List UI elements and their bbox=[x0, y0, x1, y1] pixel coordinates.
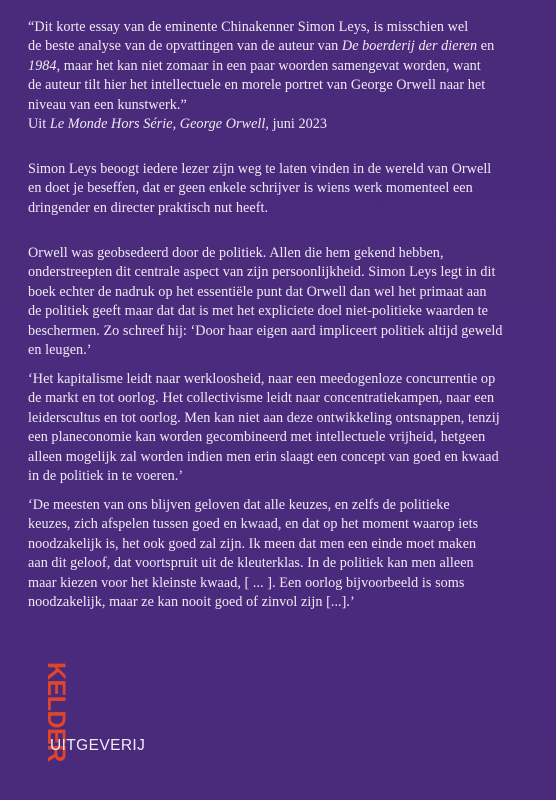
text-line: een planeconomie kan worden gecombineerd met intellectuele vrijheid, hetgeen bbox=[28, 429, 486, 446]
text-line: boek echter de nadruk op het essentiële punt dat Orwell dan wel het primaat aan bbox=[28, 283, 487, 300]
quote-line: niveau van een kunstwerk.” bbox=[28, 96, 187, 113]
body-paragraph-2 bbox=[28, 370, 533, 486]
text-line: de politiek geeft maar dat dat is met het expliciete doel niet-politieke waarden te bbox=[28, 303, 488, 320]
review-quote bbox=[28, 18, 533, 134]
body-paragraph-1 bbox=[28, 244, 533, 360]
text-line: beschermen. Zo schreef hij: ‘Door haar eigen aard impliceert politiek altijd geweld bbox=[28, 322, 503, 339]
text-line: dringender en directer praktisch nut heeft. bbox=[28, 199, 269, 216]
source-prefix: Uit bbox=[28, 116, 50, 133]
text-line: en doet je beseffen, dat er geen enkele schrijver is wiens werk momenteel een bbox=[28, 180, 473, 197]
text-line: alleen mogelijk zal worden indien men erin slaagt een concept van goed en kwaad bbox=[28, 448, 499, 465]
quote-line bbox=[28, 57, 533, 76]
kelder-vertical-wordmark bbox=[26, 660, 70, 762]
quote-text: en bbox=[477, 38, 495, 55]
publisher-logo bbox=[26, 660, 156, 760]
intro-paragraph bbox=[28, 160, 533, 218]
book-title: 1984 bbox=[28, 57, 57, 74]
text-line: en leugen.’ bbox=[28, 342, 92, 359]
kelder-vertical-text: KELDER bbox=[42, 662, 70, 762]
text-line: de markt en tot oorlog. Het collectivisme leidt naar concentratiekampen, naar een bbox=[28, 390, 495, 407]
quote-text: de beste analyse van de opvattingen van de auteur van bbox=[28, 38, 342, 55]
quote-source bbox=[28, 115, 533, 134]
body-paragraph-3 bbox=[28, 496, 533, 612]
text-line: maar kiezen voor het kleinste kwaad, [ ... ]. Een oorlog bijvoorbeeld is soms bbox=[28, 574, 465, 591]
text-line: ‘Het kapitalisme leidt naar werkloosheid, naar een meedogenloze concurrentie op bbox=[28, 371, 496, 387]
text-line: in de politiek in te voeren.’ bbox=[28, 468, 184, 485]
text-line: noodzakelijk is, het ook goed zal zijn. Ik meen dat men een einde moet maken bbox=[28, 535, 477, 552]
text-line: aan dit geloof, dat voortspruit uit de kleuterklas. In de politiek kan men alleen bbox=[28, 555, 474, 572]
quote-line: “Dit korte essay van de eminente Chinakenner Simon Leys, is misschien wel bbox=[28, 19, 469, 35]
text-line: ‘De meesten van ons blijven geloven dat alle keuzes, en zelfs de politieke bbox=[28, 497, 450, 513]
text-line: onderstreepten dit centrale aspect van zijn persoonlijkheid. Simon Leys legt in dit bbox=[28, 264, 496, 281]
text-line: Simon Leys beoogt iedere lezer zijn weg te laten vinden in de wereld van Orwell bbox=[28, 161, 492, 177]
text-line: noodzakelijk, maar ze kan nooit goed of zinvol zijn [...].’ bbox=[28, 594, 355, 611]
quote-line: de auteur tilt hier het intellectuele en morele portret van George Orwell naar het bbox=[28, 77, 486, 94]
quote-line bbox=[28, 37, 533, 56]
quote-text: , maar het kan niet zomaar in een paar woorden samengevat worden, want bbox=[56, 57, 481, 74]
text-line: Orwell was geobsedeerd door de politiek. Allen die hem gekend hebben, bbox=[28, 245, 444, 261]
source-date: juni 2023 bbox=[269, 116, 328, 133]
book-title: De boerderij der dieren bbox=[341, 38, 478, 55]
text-line: leiderscultus en tot oorlog. Men kan niet aan deze ontwikkeling ontsnappen, tenzij bbox=[28, 409, 500, 426]
source-title: Le Monde Hors Série, George Orwell, bbox=[49, 116, 270, 133]
kelder-logo-mark bbox=[26, 660, 70, 762]
text-line: keuzes, zich afspelen tussen goed en kwaad, en dat op het moment waarop iets bbox=[28, 516, 479, 533]
publisher-word: UITGEVERIJ bbox=[50, 737, 146, 754]
